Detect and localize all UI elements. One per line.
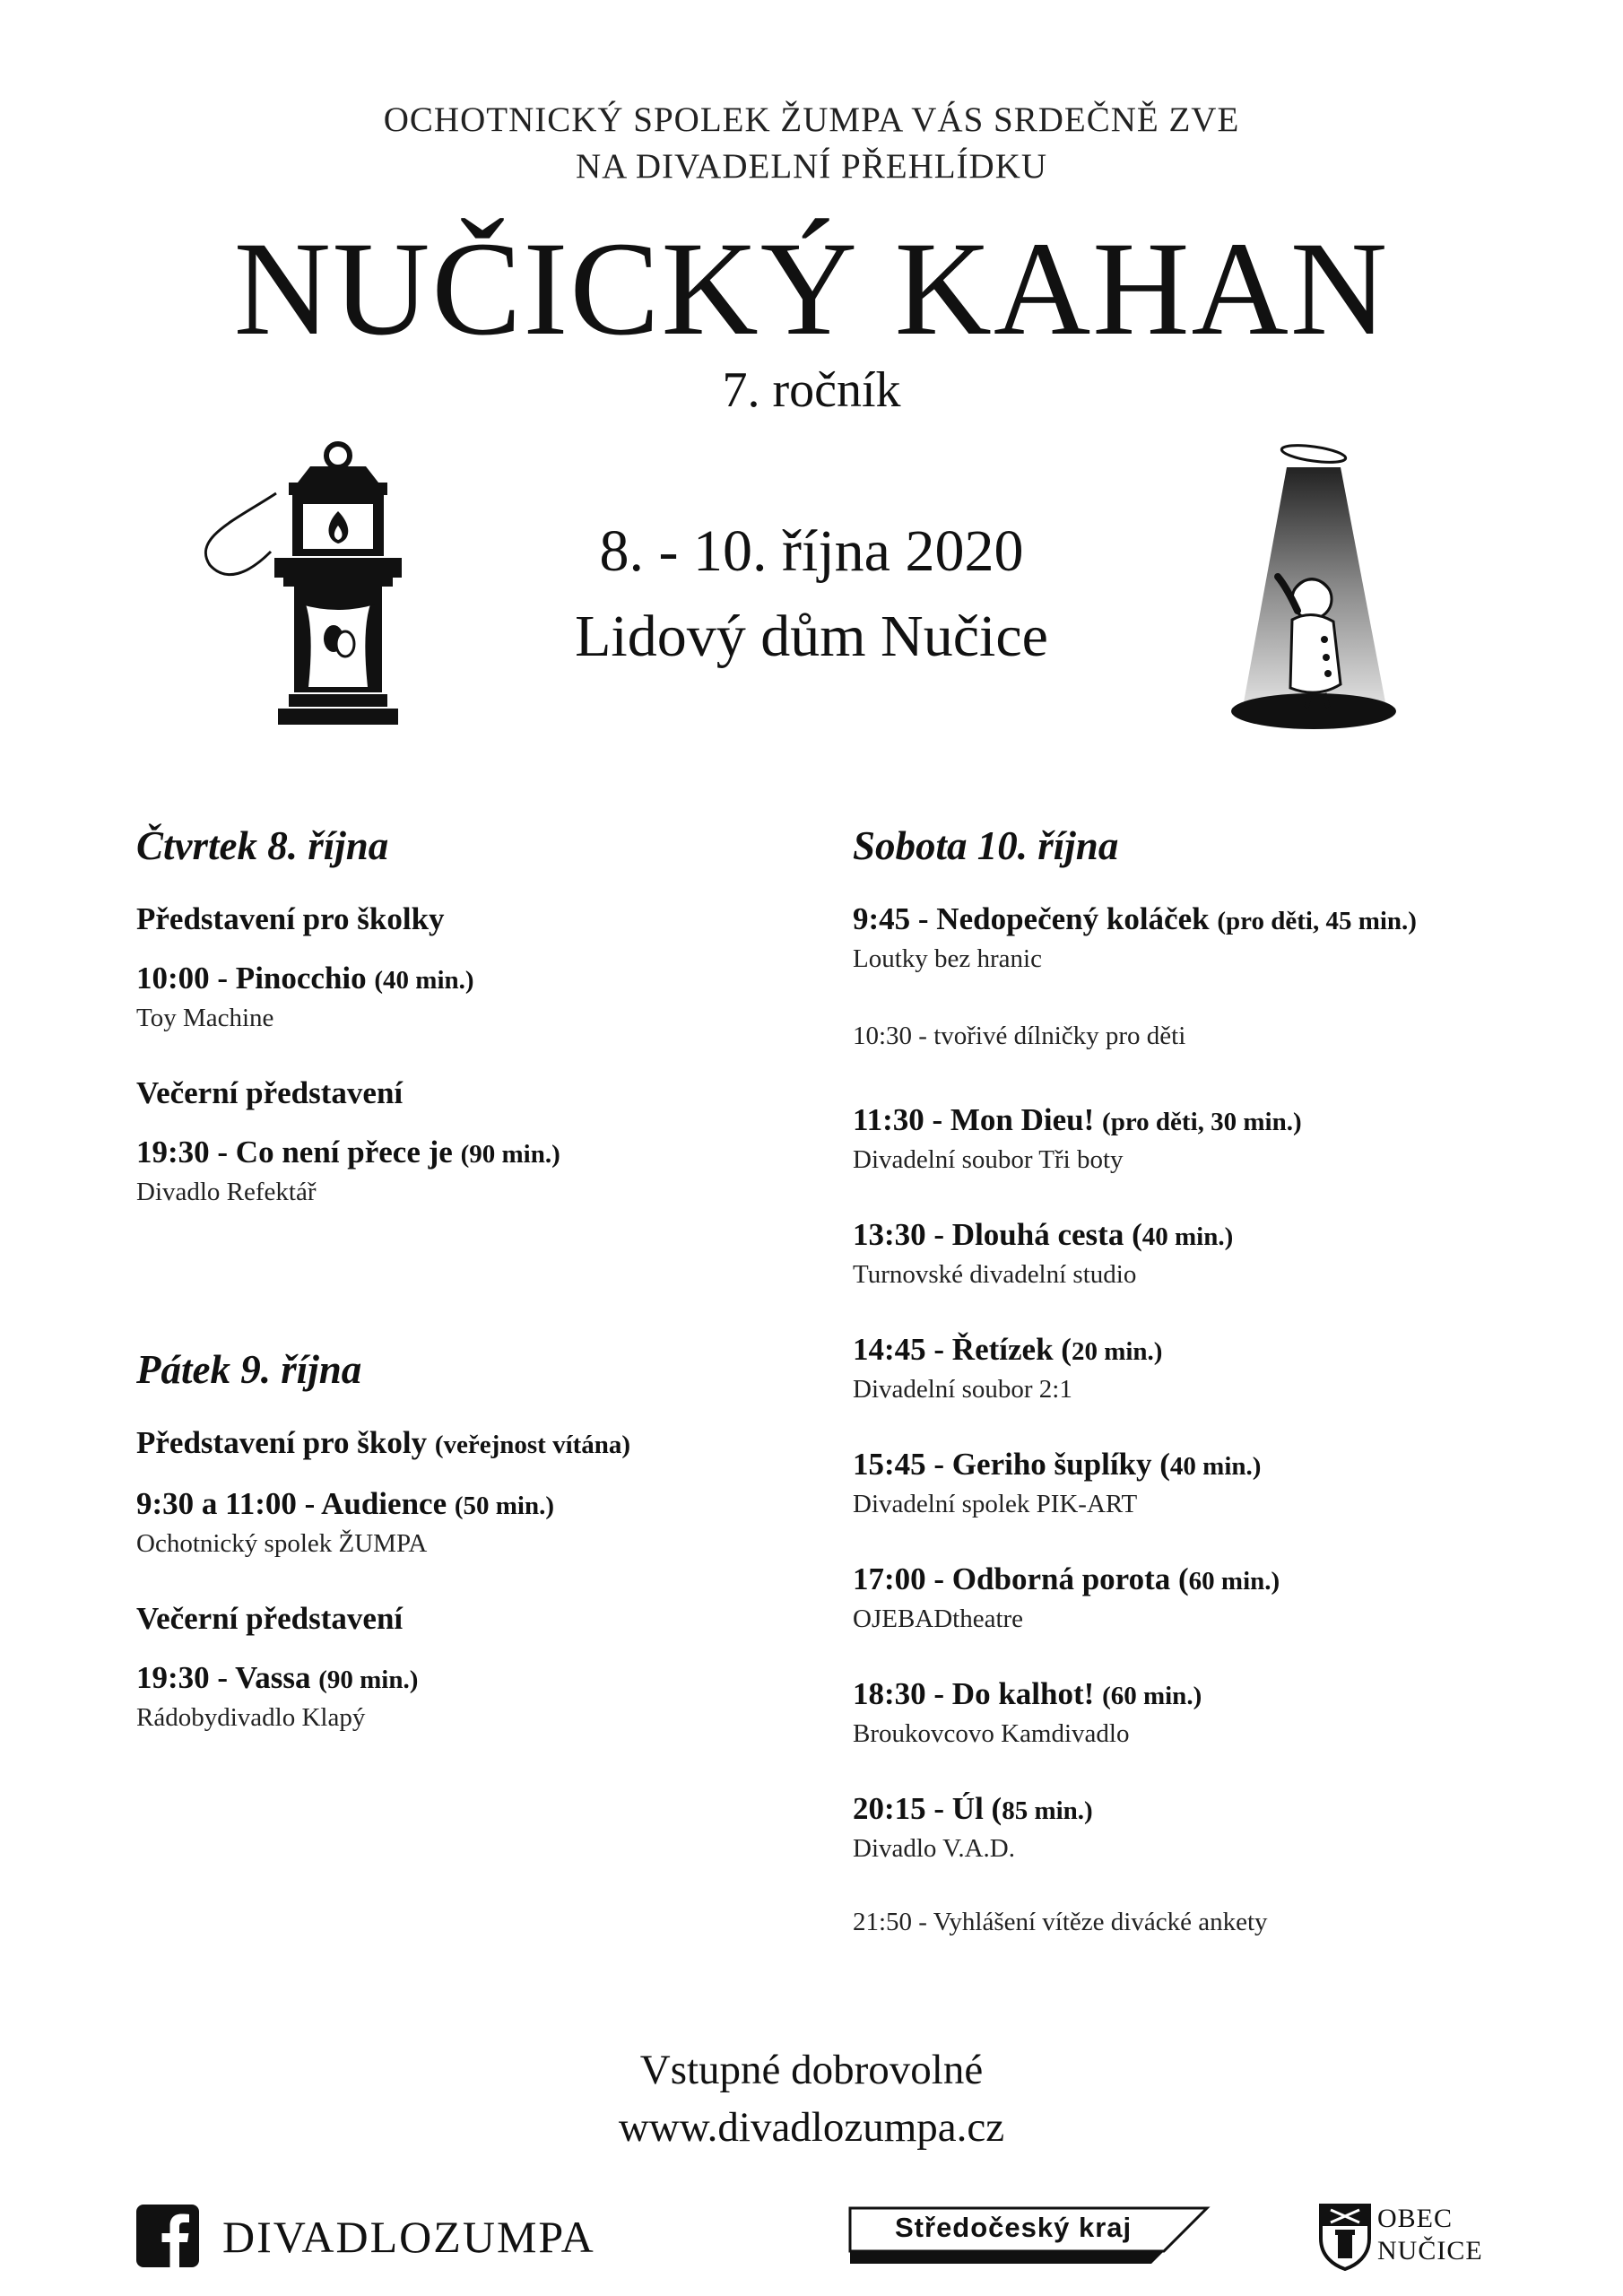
program-performer: Divadelní soubor Tři boty bbox=[853, 1145, 1124, 1174]
program-item bbox=[853, 1445, 1570, 1522]
festival-dates: 8. - 10. října 2020 bbox=[599, 518, 1024, 584]
program-time-title: 18:30 - Do kalhot! bbox=[853, 1676, 1095, 1711]
program-time-title: 19:30 - Vassa bbox=[136, 1660, 311, 1695]
program-performer: OJEBADtheatre bbox=[853, 1605, 1024, 1633]
program-duration: 40 min.) bbox=[1169, 1452, 1262, 1481]
program-duration: 85 min.) bbox=[1002, 1796, 1093, 1825]
program-item bbox=[136, 959, 818, 1036]
program-item bbox=[136, 1658, 818, 1735]
program-time-title: 11:30 - Mon Dieu! bbox=[853, 1102, 1095, 1137]
program-note: 10:30 - tvořivé dílničky pro děti bbox=[853, 1022, 1186, 1050]
spotlight-pierrot-icon bbox=[1224, 442, 1403, 743]
facebook-icon bbox=[136, 2205, 199, 2267]
section-heading: Představení pro školky bbox=[136, 901, 445, 936]
program-performer: Divadlo V.A.D. bbox=[853, 1834, 1015, 1863]
program-performer: Turnovské divadelní studio bbox=[853, 1260, 1137, 1289]
program-performer: Divadelní spolek PIK-ART bbox=[853, 1490, 1138, 1518]
day-heading-thursday: Čtvrtek 8. října bbox=[136, 823, 389, 868]
program-duration: 60 min.) bbox=[1188, 1567, 1280, 1596]
edition: 7. ročník bbox=[722, 362, 901, 418]
program-performer: Toy Machine bbox=[136, 1004, 274, 1032]
program-item bbox=[853, 1100, 1570, 1178]
facebook-label: DIVADLOZUMPA bbox=[222, 2212, 595, 2262]
program-performer: Rádobydivadlo Klapý bbox=[136, 1703, 366, 1732]
program-note: 21:50 - Vyhlášení vítěze divácké ankety bbox=[853, 1908, 1268, 1936]
program-item bbox=[853, 1560, 1570, 1637]
program-duration: (50 min.) bbox=[454, 1492, 555, 1520]
section-heading: Večerní představení bbox=[136, 1601, 404, 1636]
intro-text bbox=[0, 97, 1623, 190]
program-time-title: 20:15 - Úl ( bbox=[853, 1791, 1002, 1826]
intro-line-2: NA DIVADELNÍ PŘEHLÍDKU bbox=[575, 147, 1048, 186]
program-item bbox=[853, 1789, 1570, 1866]
program-performer: Broukovcovo Kamdivadlo bbox=[853, 1719, 1130, 1748]
section-note: (veřejnost vítána) bbox=[434, 1431, 631, 1459]
section-heading bbox=[136, 1423, 818, 1465]
program-duration: (90 min.) bbox=[460, 1140, 560, 1169]
municipality-line-2: NUČICE bbox=[1377, 2236, 1483, 2266]
program-duration: (60 min.) bbox=[1102, 1682, 1202, 1710]
program-duration: (pro děti, 45 min.) bbox=[1217, 907, 1417, 935]
intro-line-1: OCHOTNICKÝ SPOLEK ŽUMPA VÁS SRDEČNĚ ZVE bbox=[383, 100, 1240, 139]
section-heading-text: Představení pro školy bbox=[136, 1425, 428, 1460]
day-heading-friday: Pátek 9. října bbox=[136, 1347, 362, 1392]
schedule-right-column bbox=[853, 821, 1570, 1987]
region-label: Středočeský kraj bbox=[895, 2212, 1133, 2243]
program-duration: (pro děti, 30 min.) bbox=[1102, 1108, 1302, 1136]
program-duration: 40 min.) bbox=[1141, 1222, 1234, 1251]
program-time-title: 17:00 - Odborná porota ( bbox=[853, 1561, 1189, 1596]
program-time-title: 19:30 - Co není přece je bbox=[136, 1135, 453, 1170]
festival-title: NUČICKÝ KAHAN bbox=[233, 214, 1390, 363]
program-performer: Divadelní soubor 2:1 bbox=[853, 1375, 1072, 1404]
program-performer: Divadlo Refektář bbox=[136, 1178, 317, 1206]
program-duration: 20 min.) bbox=[1071, 1337, 1163, 1366]
website-link[interactable]: www.divadlozumpa.cz bbox=[618, 2104, 1005, 2151]
program-item bbox=[853, 900, 1570, 977]
municipality-name bbox=[1377, 2203, 1483, 2267]
day-heading-saturday: Sobota 10. října bbox=[853, 823, 1119, 868]
program-time-title: 13:30 - Dlouhá cesta ( bbox=[853, 1217, 1142, 1252]
program-item bbox=[853, 1674, 1570, 1752]
program-duration: (40 min.) bbox=[374, 966, 474, 995]
entry-fee: Vstupné dobrovolné bbox=[639, 2047, 984, 2093]
region-logo bbox=[848, 2205, 1216, 2271]
lantern-icon bbox=[199, 439, 423, 744]
program-performer: Loutky bez hranic bbox=[853, 944, 1042, 973]
program-duration: (90 min.) bbox=[318, 1665, 419, 1694]
facebook-link[interactable] bbox=[136, 2205, 638, 2267]
program-time-title: 9:45 - Nedopečený koláček bbox=[853, 901, 1210, 936]
program-item bbox=[136, 1133, 818, 1210]
coat-of-arms-icon bbox=[1318, 2203, 1372, 2271]
section-heading: Večerní představení bbox=[136, 1075, 404, 1110]
program-time-title: 10:00 - Pinocchio bbox=[136, 961, 367, 996]
municipality-line-1: OBEC bbox=[1377, 2204, 1454, 2233]
municipality-logo bbox=[1318, 2201, 1542, 2273]
program-item bbox=[853, 1330, 1570, 1407]
program-item bbox=[853, 1215, 1570, 1292]
festival-venue: Lidový dům Nučice bbox=[575, 604, 1048, 669]
program-performer: Ochotnický spolek ŽUMPA bbox=[136, 1529, 428, 1558]
program-time-title: 14:45 - Řetízek ( bbox=[853, 1332, 1072, 1367]
program-item bbox=[136, 1484, 818, 1561]
schedule-left-column bbox=[136, 821, 818, 1773]
program-time-title: 15:45 - Geriho šuplíky ( bbox=[853, 1447, 1170, 1482]
program-time-title: 9:30 a 11:00 - Audience bbox=[136, 1486, 447, 1521]
